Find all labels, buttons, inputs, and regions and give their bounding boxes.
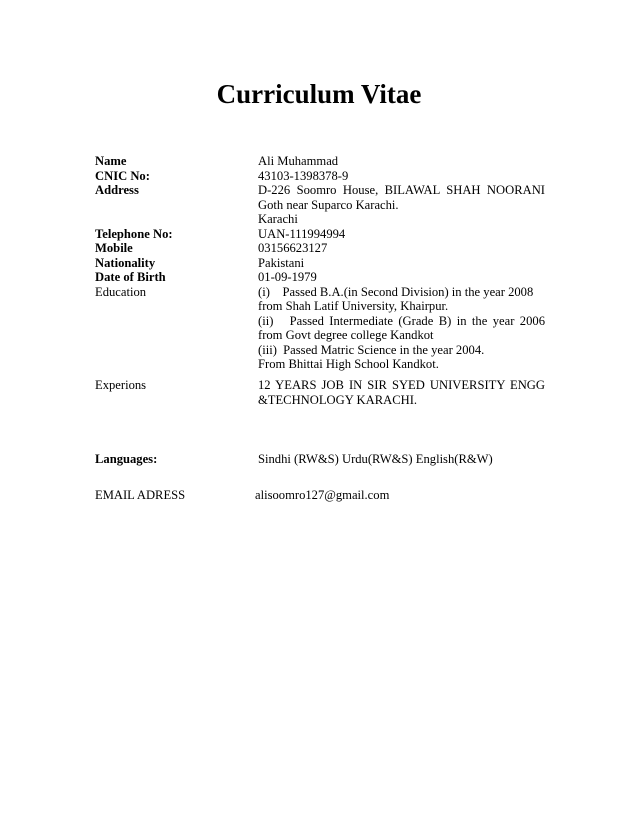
education-line: from Shah Latif University, Khairpur. bbox=[258, 299, 449, 313]
education-line: (ii) Passed Intermediate (Grade B) in the year 2006 bbox=[258, 313, 545, 328]
education-line: (iii) Passed Matric Science in the year 2004. bbox=[258, 342, 485, 357]
experience-line-2: &TECHNOLOGY KARACHI. bbox=[258, 392, 418, 407]
mobile-value: 03156623127 bbox=[258, 241, 328, 255]
page-title: Curriculum Vitae bbox=[216, 79, 422, 109]
education-line: From Bhittai High School Kandkot. bbox=[258, 357, 439, 371]
address-value bbox=[258, 183, 545, 227]
name-label: Name bbox=[95, 154, 127, 168]
experience-value bbox=[258, 378, 545, 407]
nationality-value: Pakistani bbox=[258, 255, 305, 270]
education-line: (i) Passed B.A.(in Second Division) in the year 2008 bbox=[258, 284, 534, 299]
experience-label: Experions bbox=[95, 378, 147, 392]
email-value: alisoomro127@gmail.com bbox=[255, 487, 390, 502]
education-label: Education bbox=[95, 284, 147, 299]
name-value: Ali Muhammad bbox=[258, 154, 339, 168]
nationality-label: Nationality bbox=[95, 255, 156, 270]
address-line-3: Karachi bbox=[258, 212, 298, 226]
cnic-label: CNIC No: bbox=[95, 168, 150, 183]
languages-value: Sindhi (RW&S) Urdu(RW&S) English(R&W) bbox=[258, 452, 493, 466]
email-label: EMAIL ADRESS bbox=[95, 487, 186, 502]
dob-value: 01-09-1979 bbox=[258, 270, 317, 284]
address-label: Address bbox=[95, 183, 139, 197]
address-line-1: D-226 Soomro House, BILAWAL SHAH NOORANI bbox=[258, 183, 545, 197]
telephone-value: UAN-111994994 bbox=[258, 226, 346, 241]
cnic-value: 43103-1398378-9 bbox=[258, 168, 349, 183]
education-value bbox=[258, 285, 545, 372]
dob-label: Date of Birth bbox=[95, 270, 166, 284]
languages-label: Languages: bbox=[95, 452, 158, 466]
education-line: from Govt degree college Kandkot bbox=[258, 328, 434, 342]
address-line-2: Goth near Suparco Karachi. bbox=[258, 197, 399, 212]
telephone-label: Telephone No: bbox=[95, 226, 173, 241]
mobile-label: Mobile bbox=[95, 241, 133, 255]
experience-line-1: 12 YEARS JOB IN SIR SYED UNIVERSITY ENGG bbox=[258, 378, 545, 392]
